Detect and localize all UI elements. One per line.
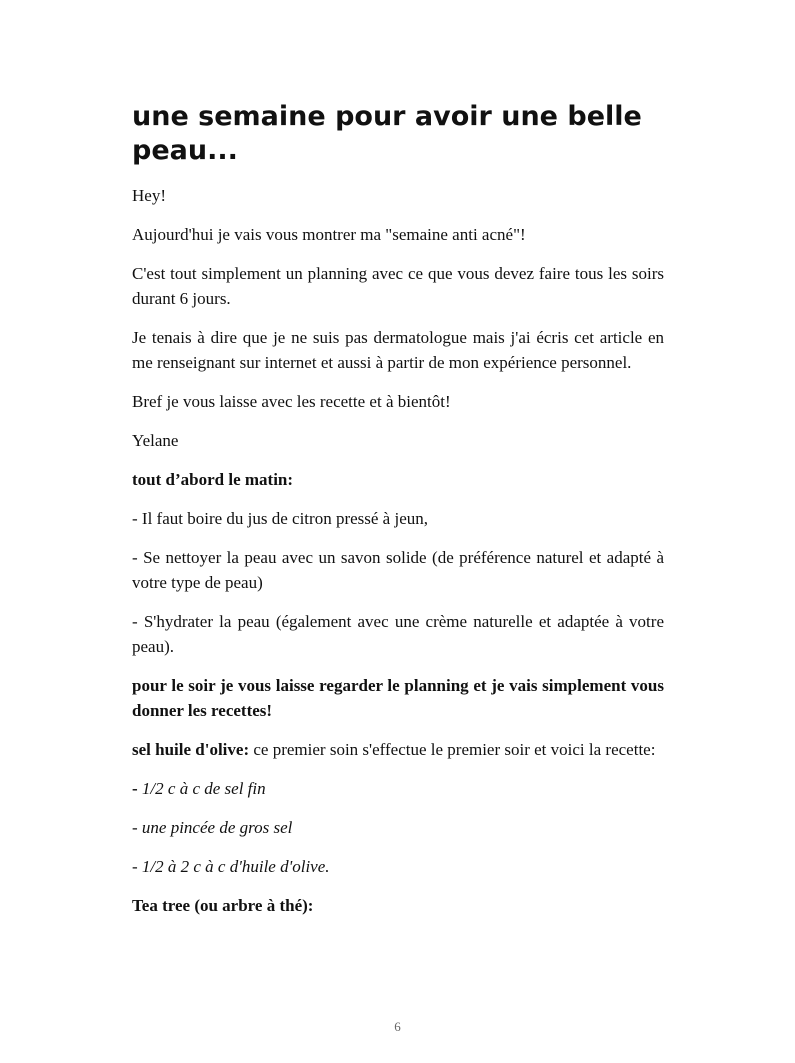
document-page (132, 100, 664, 932)
closing-paragraph: Bref je vous laisse avec les recette et à bientôt! (132, 392, 451, 411)
morning-heading: tout d’abord le matin: (132, 470, 294, 489)
ingredient-dash: - (132, 779, 142, 798)
recipe-1-intro (132, 737, 664, 762)
recipe-1-name: sel huile d'olive: (132, 740, 250, 759)
signature: Yelane (132, 431, 179, 450)
recipe-2-heading: Tea tree (ou arbre à thé): (132, 896, 314, 915)
morning-step-2: - Se nettoyer la peau avec un savon solide (de préférence naturel et adapté à votre type de peau) (132, 548, 664, 592)
page-title: une semaine pour avoir une belle peau... (132, 101, 642, 166)
morning-step-3: - S'hydrater la peau (également avec une crème naturelle et adaptée à votre peau). (132, 612, 664, 656)
ingredient-item (132, 776, 664, 801)
ingredient-text: 1/2 c à c de sel fin (141, 779, 266, 798)
recipe-1-desc: ce premier soin s'effectue le premier soir et voici la recette: (249, 740, 656, 759)
page-number: 6 (394, 1019, 401, 1034)
morning-step-1: - Il faut boire du jus de citron pressé à jeun, (132, 509, 428, 528)
disclaimer-paragraph: Je tenais à dire que je ne suis pas dermatologue mais j'ai écris cet article en me renseignant sur internet et aussi à partir de mon expérience personnel. (132, 328, 664, 372)
greeting: Hey! (132, 186, 166, 205)
ingredient-item: - 1/2 à 2 c à c d'huile d'olive. (132, 857, 330, 876)
evening-heading: pour le soir je vous laisse regarder le planning et je vais simplement vous donner les recettes! (132, 676, 664, 720)
intro-paragraph: Aujourd'hui je vais vous montrer ma "semaine anti acné"! (132, 225, 526, 244)
ingredient-item: - une pincée de gros sel (132, 818, 293, 837)
planning-paragraph: C'est tout simplement un planning avec ce que vous devez faire tous les soirs durant 6 jours. (132, 264, 664, 308)
